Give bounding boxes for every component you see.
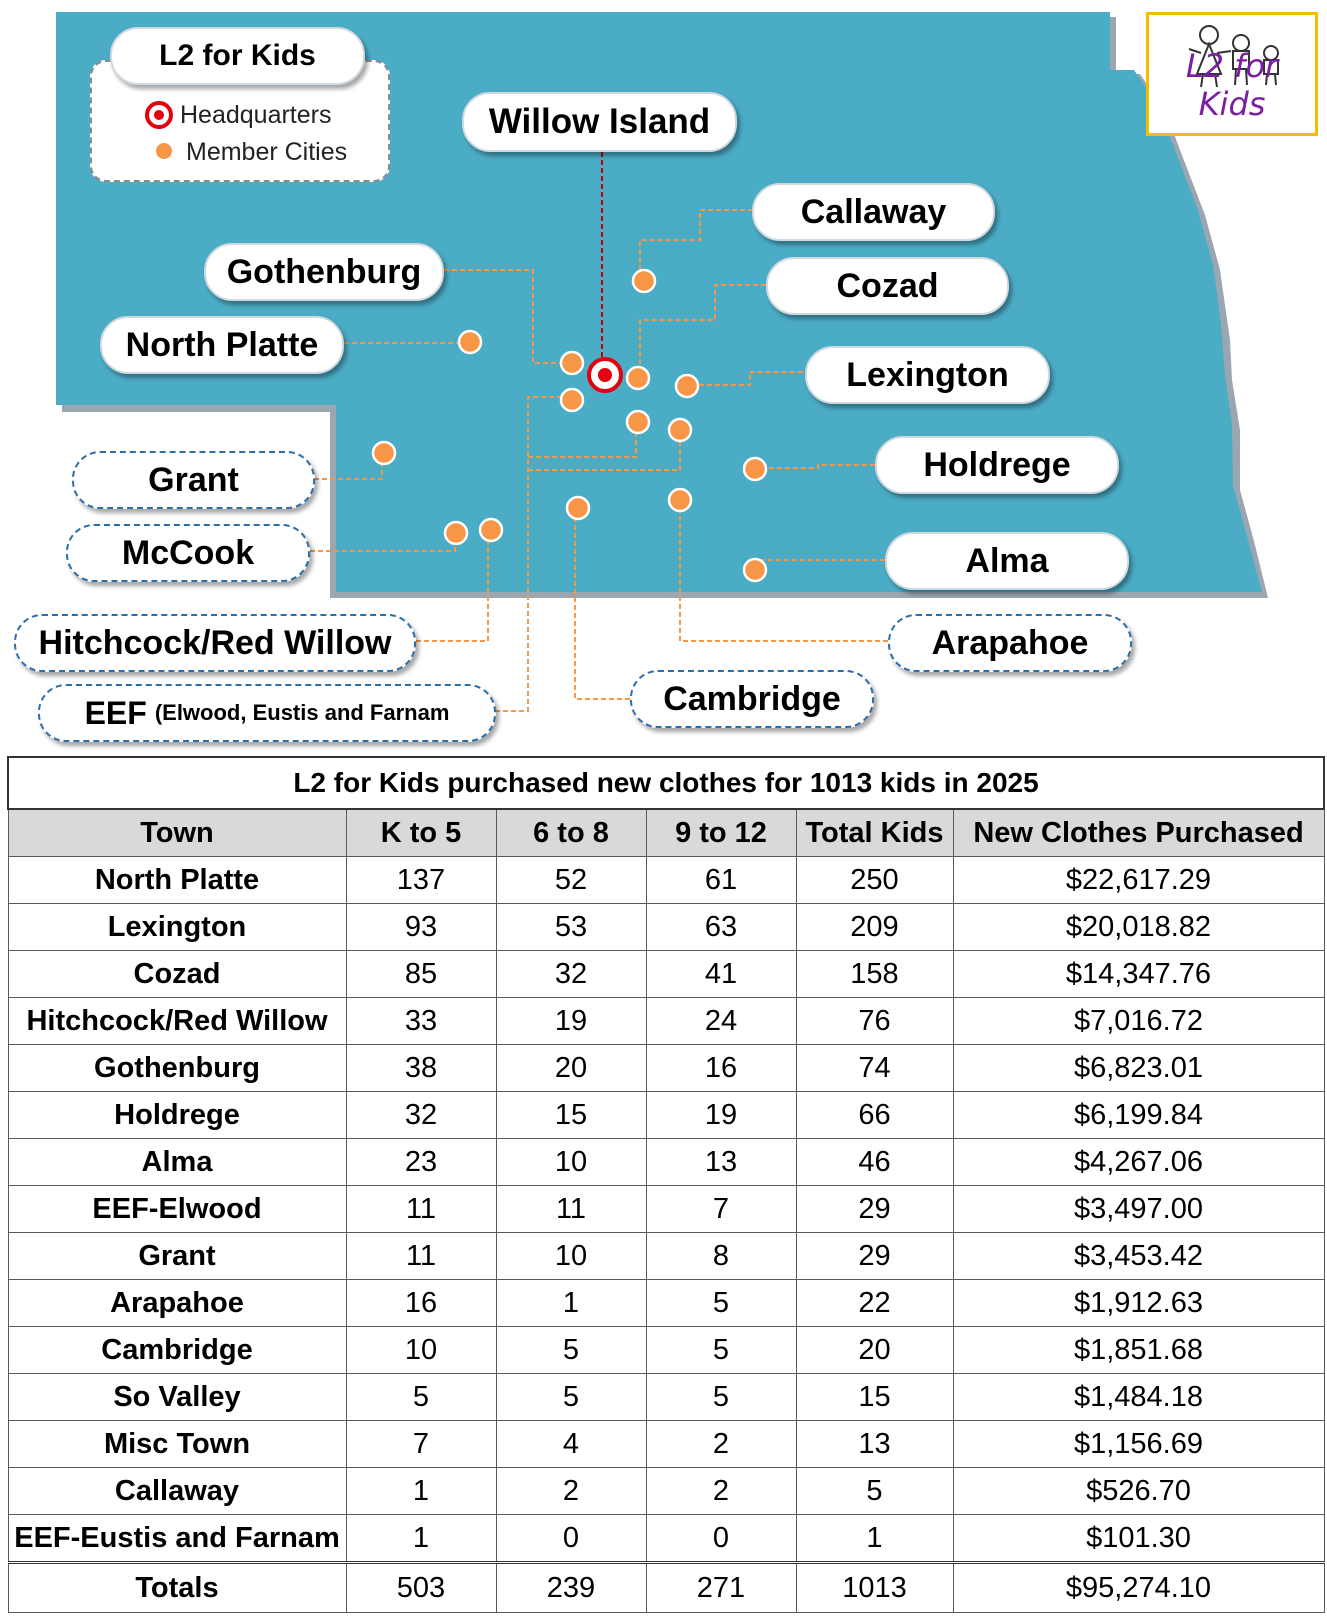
dot-gothenburg [561, 352, 583, 374]
table-row [8, 857, 1324, 904]
dot-callaway [633, 270, 655, 292]
cell-total: 74 [796, 1045, 953, 1092]
table-row [8, 904, 1324, 951]
cell-total: 66 [796, 1092, 953, 1139]
cell-town: Callaway [8, 1468, 346, 1515]
table-row [8, 1468, 1324, 1515]
cell-68: 10 [496, 1233, 646, 1280]
cell-amount: $3,453.42 [953, 1233, 1324, 1280]
header-new-clothes: New Clothes Purchased [953, 809, 1324, 857]
cell-68: 11 [496, 1186, 646, 1233]
table-row [8, 1139, 1324, 1186]
cell-912: 5 [646, 1374, 796, 1421]
cell-k5: 137 [346, 857, 496, 904]
dot-cambridge [567, 497, 589, 519]
label-callaway: Callaway [752, 183, 995, 241]
cell-k5: 85 [346, 951, 496, 998]
table-row [8, 1327, 1324, 1374]
member-city-icon [152, 141, 176, 165]
dot-grant [373, 442, 395, 464]
dot-arapahoe [669, 489, 691, 511]
totals-68: 239 [496, 1563, 646, 1613]
cell-town: Lexington [8, 904, 346, 951]
cell-68: 32 [496, 951, 646, 998]
label-arapahoe: Arapahoe [888, 614, 1132, 672]
cell-amount: $4,267.06 [953, 1139, 1324, 1186]
cell-k5: 1 [346, 1515, 496, 1563]
cell-912: 16 [646, 1045, 796, 1092]
cell-amount: $20,018.82 [953, 904, 1324, 951]
cell-912: 2 [646, 1421, 796, 1468]
cell-k5: 11 [346, 1233, 496, 1280]
cell-town: So Valley [8, 1374, 346, 1421]
cell-town: North Platte [8, 857, 346, 904]
label-eef-sub: (Elwood, Eustis and Farnam [154, 700, 450, 725]
cell-total: 13 [796, 1421, 953, 1468]
totals-912: 271 [646, 1563, 796, 1613]
cell-total: 29 [796, 1233, 953, 1280]
cell-912: 24 [646, 998, 796, 1045]
table-row [8, 998, 1324, 1045]
cell-town: Misc Town [8, 1421, 346, 1468]
table-row [8, 1186, 1324, 1233]
cell-912: 0 [646, 1515, 796, 1563]
kids-clothing-table [7, 756, 1325, 1613]
cell-total: 5 [796, 1468, 953, 1515]
label-cambridge: Cambridge [630, 670, 874, 728]
cell-68: 1 [496, 1280, 646, 1327]
table-header-row [8, 809, 1324, 857]
cell-total: 209 [796, 904, 953, 951]
header-town: Town [8, 809, 346, 857]
dot-eef-elwood [561, 389, 583, 411]
cell-k5: 33 [346, 998, 496, 1045]
cell-912: 13 [646, 1139, 796, 1186]
totals-kids: 1013 [796, 1563, 953, 1613]
cell-amount: $101.30 [953, 1515, 1324, 1563]
cell-k5: 23 [346, 1139, 496, 1186]
cell-68: 2 [496, 1468, 646, 1515]
cell-912: 5 [646, 1327, 796, 1374]
table-row [8, 1092, 1324, 1139]
table-row [8, 1421, 1324, 1468]
dot-lexington [676, 375, 698, 397]
table-row [8, 1374, 1324, 1421]
cell-k5: 11 [346, 1186, 496, 1233]
label-cozad: Cozad [766, 257, 1009, 315]
dot-north-platte [459, 331, 481, 353]
cell-total: 46 [796, 1139, 953, 1186]
cell-k5: 16 [346, 1280, 496, 1327]
label-holdrege: Holdrege [875, 436, 1119, 494]
table-row [8, 951, 1324, 998]
header-6-to-8: 6 to 8 [496, 809, 646, 857]
label-gothenburg: Gothenburg [204, 243, 444, 301]
cell-k5: 93 [346, 904, 496, 951]
cell-amount: $1,156.69 [953, 1421, 1324, 1468]
cell-912: 8 [646, 1233, 796, 1280]
label-eef [38, 684, 496, 742]
legend-row-member-cities [152, 138, 347, 167]
dot-eef-3 [669, 419, 691, 441]
cell-total: 250 [796, 857, 953, 904]
cell-amount: $7,016.72 [953, 998, 1324, 1045]
table-row [8, 1515, 1324, 1563]
cell-amount: $3,497.00 [953, 1186, 1324, 1233]
cell-amount: $22,617.29 [953, 857, 1324, 904]
totals-row [8, 1563, 1324, 1613]
cell-total: 1 [796, 1515, 953, 1563]
label-mccook: McCook [66, 524, 310, 582]
legend-member-cities-label: Member Cities [186, 138, 348, 166]
legend-headquarters-label: Headquarters [180, 100, 332, 129]
cell-912: 2 [646, 1468, 796, 1515]
cell-total: 15 [796, 1374, 953, 1421]
dot-hitchcock [480, 519, 502, 541]
l2-for-kids-logo [1146, 12, 1318, 136]
totals-label: Totals [8, 1563, 346, 1613]
cell-town: EEF-Elwood [8, 1186, 346, 1233]
cell-68: 15 [496, 1092, 646, 1139]
cell-town: Cambridge [8, 1327, 346, 1374]
cell-amount: $14,347.76 [953, 951, 1324, 998]
cell-town: EEF-Eustis and Farnam [8, 1515, 346, 1563]
cell-amount: $526.70 [953, 1468, 1324, 1515]
cell-912: 63 [646, 904, 796, 951]
cell-912: 41 [646, 951, 796, 998]
cell-68: 5 [496, 1374, 646, 1421]
cell-68: 19 [496, 998, 646, 1045]
cell-912: 5 [646, 1280, 796, 1327]
cell-amount: $6,199.84 [953, 1092, 1324, 1139]
cell-amount: $6,823.01 [953, 1045, 1324, 1092]
cell-k5: 5 [346, 1374, 496, 1421]
cell-total: 158 [796, 951, 953, 998]
cell-68: 53 [496, 904, 646, 951]
cell-68: 0 [496, 1515, 646, 1563]
cell-68: 4 [496, 1421, 646, 1468]
label-hitchcock: Hitchcock/Red Willow [14, 614, 416, 672]
cell-k5: 38 [346, 1045, 496, 1092]
table-row [8, 1233, 1324, 1280]
dot-alma [744, 559, 766, 581]
label-grant: Grant [72, 451, 315, 509]
label-alma: Alma [885, 532, 1129, 590]
cell-k5: 32 [346, 1092, 496, 1139]
cell-68: 10 [496, 1139, 646, 1186]
cell-town: Gothenburg [8, 1045, 346, 1092]
header-total-kids: Total Kids [796, 809, 953, 857]
label-eef-main: EEF [84, 694, 147, 731]
cell-k5: 1 [346, 1468, 496, 1515]
cell-total: 22 [796, 1280, 953, 1327]
dot-holdrege [744, 458, 766, 480]
cell-68: 52 [496, 857, 646, 904]
label-lexington: Lexington [805, 346, 1050, 404]
label-willow-island: Willow Island [462, 92, 737, 152]
legend-row-headquarters [144, 100, 331, 130]
cell-town: Holdrege [8, 1092, 346, 1139]
cell-amount: $1,484.18 [953, 1374, 1324, 1421]
cell-k5: 10 [346, 1327, 496, 1374]
cell-912: 7 [646, 1186, 796, 1233]
label-north-platte: North Platte [100, 316, 344, 374]
cell-town: Grant [8, 1233, 346, 1280]
table-row [8, 1045, 1324, 1092]
cell-total: 29 [796, 1186, 953, 1233]
dot-mccook [445, 522, 467, 544]
cell-total: 76 [796, 998, 953, 1045]
totals-k5: 503 [346, 1563, 496, 1613]
headquarters-icon [144, 100, 174, 130]
table-caption: L2 for Kids purchased new clothes for 1013 kids in 2025 [8, 757, 1324, 809]
cell-town: Cozad [8, 951, 346, 998]
totals-amount: $95,274.10 [953, 1563, 1324, 1613]
cell-912: 61 [646, 857, 796, 904]
cell-912: 19 [646, 1092, 796, 1139]
cell-amount: $1,912.63 [953, 1280, 1324, 1327]
cell-amount: $1,851.68 [953, 1327, 1324, 1374]
logo-text: L2 for Kids [1185, 47, 1279, 123]
cell-town: Alma [8, 1139, 346, 1186]
cell-town: Hitchcock/Red Willow [8, 998, 346, 1045]
dot-eef-2 [627, 411, 649, 433]
cell-k5: 7 [346, 1421, 496, 1468]
legend-title: L2 for Kids [110, 27, 365, 85]
header-k-to-5: K to 5 [346, 809, 496, 857]
cell-68: 5 [496, 1327, 646, 1374]
cell-68: 20 [496, 1045, 646, 1092]
hq-marker [589, 359, 621, 391]
dot-cozad [627, 367, 649, 389]
table-row [8, 1280, 1324, 1327]
header-9-to-12: 9 to 12 [646, 809, 796, 857]
cell-total: 20 [796, 1327, 953, 1374]
cell-town: Arapahoe [8, 1280, 346, 1327]
